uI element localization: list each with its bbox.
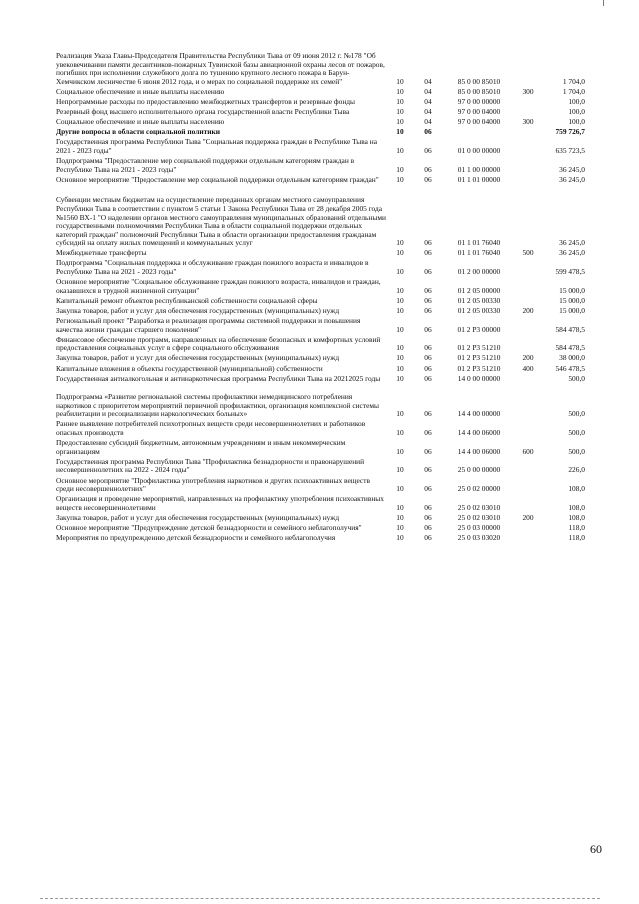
row-section-code: 10 — [396, 305, 404, 315]
table-row — [56, 524, 603, 533]
row-target-article: 25 0 03 00000 — [457, 523, 501, 532]
table-row — [56, 196, 603, 248]
row-section-code: 10 — [396, 127, 404, 137]
row-section-code: 10 — [396, 248, 404, 258]
row-name: Социальное обеспечение и иные выплаты населению — [56, 86, 225, 96]
row-target-article: 01 1 00 00000 — [457, 164, 501, 174]
row-name: Государственная антиалкогольная и антинаркотическая программа Республики Тыва на 20212025 годы — [56, 373, 381, 383]
table-row — [56, 259, 603, 276]
row-section-code: 10 — [396, 428, 404, 438]
row-subsection-code: 06 — [424, 484, 432, 494]
table-row — [56, 98, 603, 107]
row-amount: 108,0 — [568, 512, 585, 522]
table-row — [56, 157, 603, 174]
row-subsection-code: 06 — [424, 145, 432, 155]
row-target-article: 97 0 00 00000 — [457, 96, 501, 106]
row-amount: 118,0 — [568, 523, 585, 532]
row-subsection-code: 06 — [424, 295, 432, 305]
row-subsection-code: 06 — [424, 428, 432, 438]
row-subsection-code: 04 — [424, 76, 432, 86]
row-name: Основное мероприятие "Профилактика употребления наркотиков и других психоактивных веществ среди несовершеннолетних" — [56, 475, 370, 494]
row-amount: 635 723,5 — [555, 145, 585, 155]
row-name: Подпрограмма "Социальная поддержка и обслуживание граждан пожилого возраста и инвалидов в Республике Тыва на 2021 - 2023 годы" — [56, 258, 369, 277]
row-name: Закупка товаров, работ и услуг для обеспечения государственных (муниципальных) нужд — [56, 512, 340, 522]
row-name: Закупка товаров, работ и услуг для обеспечения государственных (муниципальных) нужд — [56, 305, 340, 315]
row-subsection-code: 06 — [424, 363, 432, 373]
row-section-code: 10 — [396, 533, 404, 543]
table-row — [56, 375, 603, 384]
row-subsection-code: 04 — [424, 107, 432, 117]
row-name: Субвенции местным бюджетам на осуществление переданных органам местного самоуправления Республики Тыва в соответствии с пунктом 5 статьи 1 Закона Республики Тыва от 28 декабря 2005 года №1560 ВХ-1 "О наделении органов местного самоуправления муниципальных образований отдельными государственными полномочиями Республики Тыва в области социальной поддержки отдельных категорий граждан" полномочий Республики Тыва в области организации предоставления гражданам субсидий на оплату жилых помещений и коммунальных услуг — [56, 195, 386, 248]
row-target-article: 25 0 02 03010 — [457, 502, 501, 512]
table-row — [56, 495, 603, 512]
row-name: Капитальные вложения в объекты государственной (муниципальной) собственности — [56, 363, 323, 373]
row-target-article: 01 2 P3 51210 — [457, 343, 501, 353]
table-row — [56, 278, 603, 295]
row-amount: 36 245,0 — [559, 248, 585, 258]
row-section-code: 10 — [396, 96, 404, 106]
row-expense-type: 300 — [522, 117, 534, 127]
row-section-code: 10 — [396, 446, 404, 456]
row-subsection-code: 06 — [424, 305, 432, 315]
row-name: Подпрограмма "Предоставление мер социальной поддержки отдельным категориям граждан в Республике Тыва на 2021 - 2023 годы" — [56, 156, 355, 174]
row-target-article: 01 2 P3 51210 — [457, 353, 501, 363]
row-amount: 100,0 — [568, 107, 585, 117]
row-expense-type: 200 — [522, 353, 534, 363]
row-amount: 100,0 — [568, 96, 585, 106]
table-row — [56, 354, 603, 363]
row-amount: 15 000,0 — [559, 305, 585, 315]
row-section-code: 10 — [396, 145, 404, 155]
table-row — [56, 534, 603, 543]
page-number: 60 — [590, 842, 602, 856]
row-amount: 546 478,5 — [555, 363, 585, 373]
row-name: Региональный проект "Разработка и реализация программы системной поддержки и повышения качества жизни граждан старшего поколения" — [56, 316, 361, 334]
row-amount: 15 000,0 — [559, 285, 585, 295]
table-row — [56, 439, 603, 456]
row-name: Раннее выявление потребителей психотропных веществ среди несовершеннолетних и работников опасных производств — [56, 419, 366, 438]
row-amount: 36 245,0 — [559, 174, 585, 184]
row-name: Предоставление субсидий бюджетным, автономным учреждениям и иным некоммерческим организациям — [56, 438, 346, 456]
row-subsection-code: 06 — [424, 164, 432, 174]
row-subsection-code: 06 — [424, 533, 432, 543]
table-row — [56, 420, 603, 437]
table-row — [56, 128, 603, 137]
row-target-article: 01 2 05 00330 — [457, 295, 501, 305]
row-expense-type: 300 — [522, 86, 534, 96]
row-section-code: 10 — [396, 409, 404, 419]
row-name: Государственная программа Республики Тыва "Социальная поддержка граждан в Республике Тыва на 2021 - 2023 годы" — [56, 137, 377, 155]
table-row — [56, 88, 603, 97]
row-name: Реализация Указа Главы-Председателя Правительства Республики Тыва от 09 июня 2012 г. №178 "Об увековечивании памяти десантников-пожарных Тувинской базы авиационной охраны лесов от пожаров, погибших при исполнении служебного долга по тушению крупного лесного пожара в Барун-Хемчикском лесничестве 6 июня 2012 года, и о мерах по социальной поддержке их семей" — [56, 51, 385, 86]
page-bottom-line — [40, 898, 600, 899]
row-subsection-code: 06 — [424, 446, 432, 456]
row-section-code: 10 — [396, 465, 404, 475]
row-section-code: 10 — [396, 324, 404, 334]
row-subsection-code: 06 — [424, 512, 432, 522]
row-section-code: 10 — [396, 343, 404, 353]
row-subsection-code: 06 — [424, 465, 432, 475]
row-target-article: 97 0 00 04000 — [457, 107, 501, 117]
row-amount: 500,0 — [568, 409, 585, 419]
row-amount: 500,0 — [568, 373, 585, 383]
row-amount: 38 000,0 — [559, 353, 585, 363]
table-row — [56, 297, 603, 306]
row-amount: 15 000,0 — [559, 295, 585, 305]
table-row — [56, 393, 603, 419]
row-subsection-code: 06 — [424, 353, 432, 363]
row-subsection-code: 06 — [424, 238, 432, 248]
row-target-article: 85 0 00 85010 — [457, 86, 501, 96]
table-row — [56, 52, 603, 86]
row-subsection-code: 06 — [424, 523, 432, 532]
row-section-code: 10 — [396, 484, 404, 494]
row-target-article: 01 1 01 00000 — [457, 174, 501, 184]
row-expense-type: 200 — [522, 512, 534, 522]
row-section-code: 10 — [396, 512, 404, 522]
row-subsection-code: 06 — [424, 502, 432, 512]
table-row — [56, 336, 603, 353]
row-subsection-code: 06 — [424, 343, 432, 353]
row-section-code: 10 — [396, 295, 404, 305]
row-amount: 584 478,5 — [555, 324, 585, 334]
row-target-article: 01 0 00 00000 — [457, 145, 501, 155]
row-target-article: 25 0 00 00000 — [457, 465, 501, 475]
table-row — [56, 118, 603, 127]
row-name: Социальное обеспечение и иные выплаты населению — [56, 117, 225, 127]
scan-edge-mark — [603, 0, 604, 6]
row-amount: 36 245,0 — [559, 164, 585, 174]
table-row — [56, 458, 603, 475]
row-target-article: 01 1 01 76040 — [457, 238, 501, 248]
row-target-article: 25 0 03 03020 — [457, 533, 501, 543]
row-section-code: 10 — [396, 238, 404, 248]
row-subsection-code: 04 — [424, 86, 432, 96]
row-section-code: 10 — [396, 267, 404, 277]
row-section-code: 10 — [396, 174, 404, 184]
table-row — [56, 477, 603, 494]
row-target-article: 01 2 P3 51210 — [457, 363, 501, 373]
row-target-article: 25 0 02 00000 — [457, 484, 501, 494]
table-row — [56, 176, 603, 185]
row-name: Капитальный ремонт объектов республиканской собственности социальной сферы — [56, 295, 318, 305]
row-amount: 1 704,0 — [562, 76, 585, 86]
row-name: Другие вопросы в области социальной политики — [56, 127, 221, 137]
budget-table — [56, 52, 603, 544]
row-target-article: 14 4 00 06000 — [457, 446, 501, 456]
row-section-code: 10 — [396, 523, 404, 532]
row-target-article: 25 0 02 03010 — [457, 512, 501, 522]
row-name: Подпрограмма «Развитие региональной системы профилактики немедицинского потребления наркотиков с приоритетом мероприятий первичной профилактики, организация комплексной системы реабилитации и ресоциализации наркологических больных» — [56, 392, 379, 419]
row-subsection-code: 06 — [424, 267, 432, 277]
table-row — [56, 365, 603, 374]
row-expense-type: 500 — [522, 248, 534, 258]
row-section-code: 10 — [396, 373, 404, 383]
row-amount: 500,0 — [568, 446, 585, 456]
row-amount: 500,0 — [568, 428, 585, 438]
row-name: Основное мероприятие "Предупреждение детской безнадзорности и семейного неблагополучия" — [56, 523, 362, 532]
row-subsection-code: 06 — [424, 285, 432, 295]
row-subsection-code: 04 — [424, 117, 432, 127]
row-target-article: 01 2 00 00000 — [457, 267, 501, 277]
row-amount: 226,0 — [568, 465, 585, 475]
table-row — [56, 138, 603, 155]
row-amount: 118,0 — [568, 533, 585, 543]
row-name: Основное мероприятие "Социальное обслуживание граждан пожилого возраста, инвалидов и граждан, оказавшихся в трудной жизненной ситуации" — [56, 277, 381, 295]
table-row — [56, 307, 603, 316]
row-expense-type: 400 — [522, 363, 534, 373]
row-target-article: 01 2 P3 00000 — [457, 324, 501, 334]
table-row — [56, 108, 603, 117]
row-amount: 584 478,5 — [555, 343, 585, 353]
row-section-code: 10 — [396, 164, 404, 174]
row-target-article: 14 0 00 00000 — [457, 373, 501, 383]
row-subsection-code: 06 — [424, 174, 432, 184]
table-row — [56, 514, 603, 523]
row-name: Резервный фонд высшего исполнительного органа государственной власти Республики Тыва — [56, 107, 350, 117]
row-subsection-code: 06 — [424, 127, 432, 137]
row-section-code: 10 — [396, 107, 404, 117]
row-section-code: 10 — [396, 285, 404, 295]
row-amount: 100,0 — [568, 117, 585, 127]
row-section-code: 10 — [396, 117, 404, 127]
row-amount: 599 478,5 — [555, 267, 585, 277]
row-subsection-code: 06 — [424, 248, 432, 258]
row-section-code: 10 — [396, 363, 404, 373]
row-target-article: 85 0 00 85010 — [457, 76, 501, 86]
row-target-article: 01 1 01 76040 — [457, 248, 501, 258]
row-target-article: 01 2 05 00330 — [457, 305, 501, 315]
row-section-code: 10 — [396, 502, 404, 512]
row-subsection-code: 06 — [424, 409, 432, 419]
row-name: Непрограммные расходы по предоставлению межбюджетных трансфертов и резервные фонды — [56, 96, 356, 106]
table-row — [56, 249, 603, 258]
row-subsection-code: 06 — [424, 373, 432, 383]
row-amount: 36 245,0 — [559, 238, 585, 248]
row-expense-type: 200 — [522, 305, 534, 315]
row-name: Финансовое обеспечение программ, направленных на обеспечение безопасных и комфортных условий предоставления социальных услуг в сфере социального обслуживания — [56, 334, 381, 353]
row-target-article: 01 2 05 00000 — [457, 285, 501, 295]
row-amount: 759 726,7 — [555, 127, 585, 137]
row-name: Основное мероприятие "Предоставление мер социальной поддержки отдельным категориям граждан" — [56, 174, 379, 184]
row-section-code: 10 — [396, 353, 404, 363]
row-name: Мероприятия по предупреждению детской безнадзорности и семейного неблагополучия — [56, 533, 336, 543]
row-expense-type: 600 — [522, 446, 534, 456]
row-subsection-code: 04 — [424, 96, 432, 106]
row-amount: 1 704,0 — [562, 86, 585, 96]
row-name: Закупка товаров, работ и услуг для обеспечения государственных (муниципальных) нужд — [56, 353, 340, 363]
row-target-article: 14 4 00 00000 — [457, 409, 501, 419]
row-name: Межбюджетные трансферты — [56, 248, 147, 258]
row-section-code: 10 — [396, 76, 404, 86]
row-section-code: 10 — [396, 86, 404, 96]
table-row — [56, 317, 603, 334]
row-name: Организация и проведение мероприятий, направленных на профилактику употребления психоактивных веществ несовершеннолетними — [56, 494, 384, 512]
row-target-article: 97 0 00 04000 — [457, 117, 501, 127]
row-name: Государственная программа Республики Тыва "Профилактика безнадзорности и правонарушений несовершеннолетних на 2022 - 2024 годы" — [56, 456, 365, 475]
row-amount: 108,0 — [568, 484, 585, 494]
row-target-article: 14 4 00 06000 — [457, 428, 501, 438]
row-subsection-code: 06 — [424, 324, 432, 334]
row-amount: 108,0 — [568, 502, 585, 512]
